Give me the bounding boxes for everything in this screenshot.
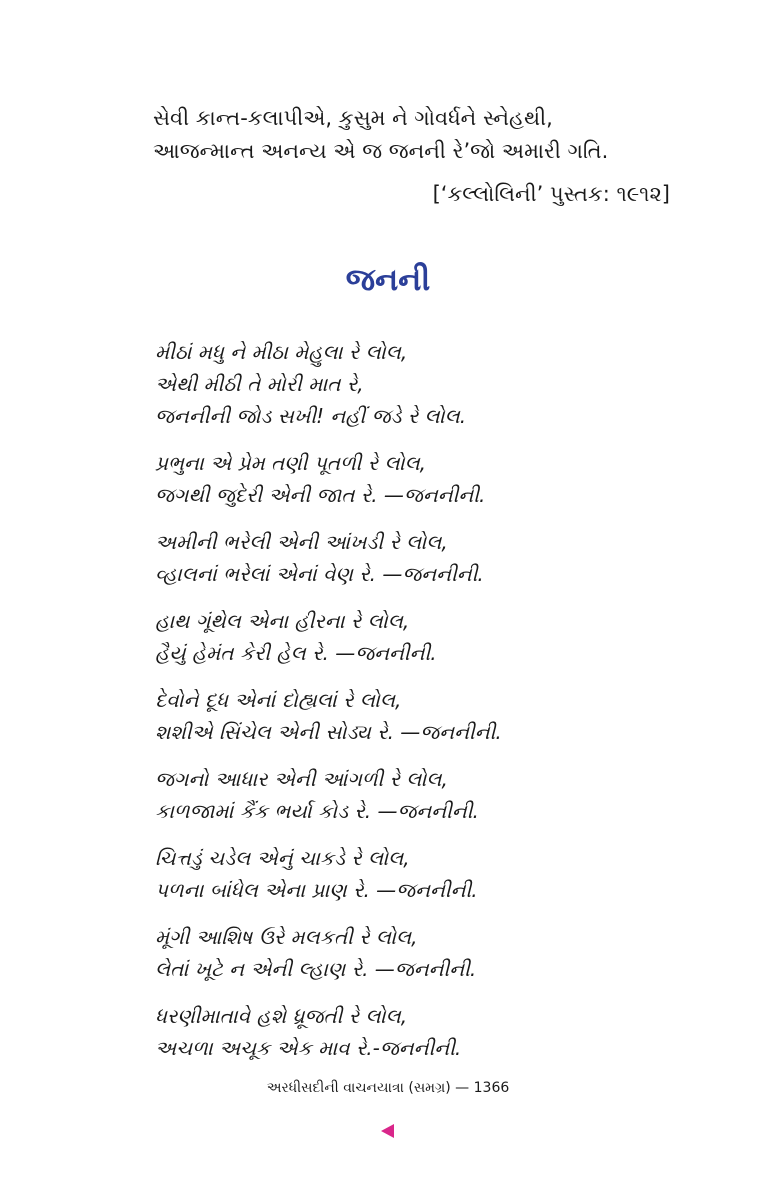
- poem-line: પ્રભુના એ પ્રેમ તણી પૂતળી રે લોલ,: [155, 451, 427, 475]
- poem-line: મીઠાં મધુ ને મીઠા મેહુલા રે લોલ,: [155, 340, 408, 364]
- poem-line: જનનીની જોડ સખી! નહીં જડે રે લોલ.: [155, 404, 467, 428]
- page-footer: અરધીસદીની વાચનયાત્રા (સમગ્ર) — 1366: [266, 1080, 510, 1096]
- poem-line: ધરણીમાતાવે હશે ધ્રૂજતી રે લોલ,: [155, 1004, 408, 1028]
- poem-line: લેતાં ખૂટે ન એની લ્હાણ રે. —જનનીની.: [155, 957, 477, 981]
- poem-line: જગનો આધાર એની આંગળી રે લોલ,: [155, 767, 448, 791]
- poem-line: વ્હાલનાં ભરેલાં એનાં વેણ રે. —જનનીની.: [155, 562, 484, 586]
- stanza: [155, 447, 675, 511]
- stanza: [155, 605, 675, 669]
- stanza: [155, 921, 675, 985]
- poem-line: અમીની ભરેલી એની આંખડી રે લોલ,: [155, 530, 448, 554]
- stanza: [155, 684, 675, 748]
- poem-title: જનની: [345, 262, 431, 298]
- poem-line: હૈયું હેમંત કેરી હેલ રે. —જનનીની.: [155, 641, 437, 665]
- poem-line: અચળા અચૂક એક માવ રે.-જનનીની.: [155, 1036, 462, 1060]
- intro-line-1: સેવી કાન્ત-કલાપીએ, કુસુમ ને ગોવર્ધને સ્નેહથી,: [153, 106, 553, 130]
- intro-verse: [153, 102, 673, 168]
- poem-line: ચિત્તડું ચડેલ એનું ચાકડે રે લોલ,: [155, 846, 410, 870]
- stanza: [155, 1000, 675, 1064]
- intro-line-2: આજન્માન્ત અનન્ય એ જ જનની રે’જો અમારી ગતિ.: [153, 139, 609, 163]
- poem-line: પળના બાંધેલ એના પ્રાણ રે. —જનનીની.: [155, 878, 478, 902]
- previous-page-icon[interactable]: [381, 1124, 394, 1138]
- poem-body: [155, 336, 675, 1079]
- stanza: [155, 526, 675, 590]
- stanza: [155, 336, 675, 432]
- source-citation: [‘કલ્લોલિની’ પુસ્તક: ૧૯૧૨]: [432, 182, 670, 206]
- poem-line: એથી મીઠી તે મોરી માત રે,: [155, 372, 364, 396]
- stanza: [155, 763, 675, 827]
- stanza: [155, 842, 675, 906]
- poem-line: દેવોને દૂધ એનાં દોહ્યલાં રે લોલ,: [155, 688, 402, 712]
- poem-line: જગથી જુદેરી એની જાત રે. —જનનીની.: [155, 483, 486, 507]
- poem-line: મૂંગી આશિષ ઉરે મલકતી રે લોલ,: [155, 925, 418, 949]
- poem-line: હાથ ગૂંથેલ એના હીરના રે લોલ,: [155, 609, 410, 633]
- poem-line: શશીએ સિંચેલ એની સોડ્ય રે. —જનનીની.: [155, 720, 502, 744]
- poem-line: કાળજામાં કૈંક ભર્યા કોડ રે. —જનનીની.: [155, 799, 479, 823]
